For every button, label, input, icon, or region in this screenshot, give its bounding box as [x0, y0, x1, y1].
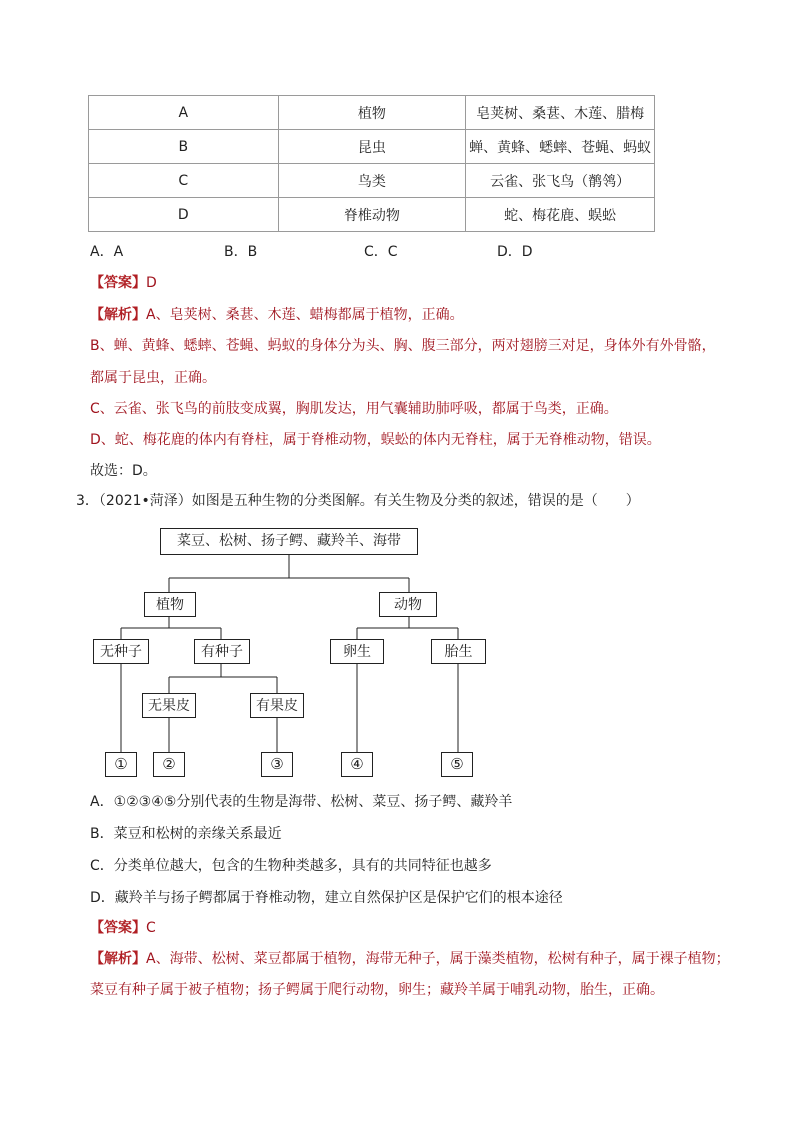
table-cell: 鸟类	[278, 164, 466, 198]
answer-tag: 【答案】	[90, 275, 146, 291]
q3-answer	[90, 918, 156, 938]
q3-option-a[interactable]: A．①②③④⑤分别代表的生物是海带、松树、菜豆、扬子鳄、藏羚羊	[90, 794, 513, 810]
diagram-node-no-pericarp: 无果皮	[142, 693, 196, 718]
q2-analysis-line: C、云雀、张飞鸟的前肢变成翼，胸肌发达，用气囊辅助肺呼吸，都属于鸟类，正确。	[90, 401, 618, 417]
table-cell: B	[89, 130, 279, 164]
diagram-node-viviparous: 胎生	[431, 639, 486, 664]
q3-option-b[interactable]: B．菜豆和松树的亲缘关系最近	[90, 826, 282, 842]
diagram-node-oviparous: 卵生	[330, 639, 384, 664]
table-cell: C	[89, 164, 279, 198]
table-cell: D	[89, 198, 279, 232]
q2-option-a[interactable]: A．A	[90, 244, 124, 260]
analysis-tag: 【解析】	[90, 307, 146, 323]
diagram-leaf-5: ⑤	[441, 752, 473, 777]
analysis-text: A、海带、松树、菜豆都属于植物，海带无种子，属于藻类植物，松树有种子，属于裸子植物；	[146, 951, 730, 967]
table-cell: 植物	[278, 96, 466, 130]
analysis-tag: 【解析】	[90, 951, 146, 967]
q3-analysis-line: 菜豆有种子属于被子植物；扬子鳄属于爬行动物，卵生；藏羚羊属于哺乳动物，胎生，正确。	[90, 982, 664, 998]
q3-stem: 3．（2021•菏泽）如图是五种生物的分类图解。有关生物及分类的叙述，错误的是（ ）	[76, 493, 640, 509]
table-cell: 脊椎动物	[278, 198, 466, 232]
diagram-node-plant: 植物	[144, 592, 196, 617]
diagram-root-node: 菜豆、松树、扬子鳄、藏羚羊、海带	[160, 528, 418, 555]
table-cell: 云雀、张飞鸟（鹡鸰）	[466, 164, 655, 198]
diagram-leaf-2: ②	[153, 752, 185, 777]
diagram-leaf-3: ③	[261, 752, 293, 777]
answer-value: C	[146, 920, 156, 936]
q3-option-d[interactable]: D．藏羚羊与扬子鳄都属于脊椎动物，建立自然保护区是保护它们的根本途径	[90, 890, 563, 906]
q3-analysis-line	[90, 949, 730, 969]
q2-conclusion: 故选：D。	[90, 463, 157, 479]
diagram-node-no-seed: 无种子	[93, 639, 149, 664]
diagram-node-animal: 动物	[379, 592, 437, 617]
q2-option-b[interactable]: B．B	[224, 244, 258, 260]
table-cell: 昆虫	[278, 130, 466, 164]
table-cell: A	[89, 96, 279, 130]
answer-value: D	[146, 275, 157, 291]
q2-option-d[interactable]: D．D	[497, 244, 533, 260]
table-cell: 蛇、梅花鹿、蜈蚣	[466, 198, 655, 232]
table-cell: 皂荚树、桑葚、木莲、腊梅	[466, 96, 655, 130]
q2-option-c[interactable]: C．C	[364, 244, 398, 260]
q2-analysis-line: 都属于昆虫，正确。	[90, 370, 216, 386]
diagram-node-has-seed: 有种子	[194, 639, 250, 664]
analysis-text: A、皂荚树、桑葚、木莲、蜡梅都属于植物，正确。	[146, 307, 464, 323]
q2-analysis-line: B、蝉、黄蜂、蟋蟀、苍蝇、蚂蚁的身体分为头、胸、腹三部分，两对翅膀三对足，身体外有外骨骼，	[90, 338, 716, 354]
q2-analysis-line: D、蛇、梅花鹿的体内有脊柱，属于脊椎动物，蜈蚣的体内无脊柱，属于无脊椎动物，错误。	[90, 432, 661, 448]
answer-tag: 【答案】	[90, 920, 146, 936]
diagram-leaf-4: ④	[341, 752, 373, 777]
q3-option-c[interactable]: C．分类单位越大，包含的生物种类越多，具有的共同特征也越多	[90, 858, 492, 874]
table-cell: 蝉、黄蜂、蟋蟀、苍蝇、蚂蚁	[466, 130, 655, 164]
diagram-node-has-pericarp: 有果皮	[250, 693, 304, 718]
diagram-leaf-1: ①	[105, 752, 137, 777]
